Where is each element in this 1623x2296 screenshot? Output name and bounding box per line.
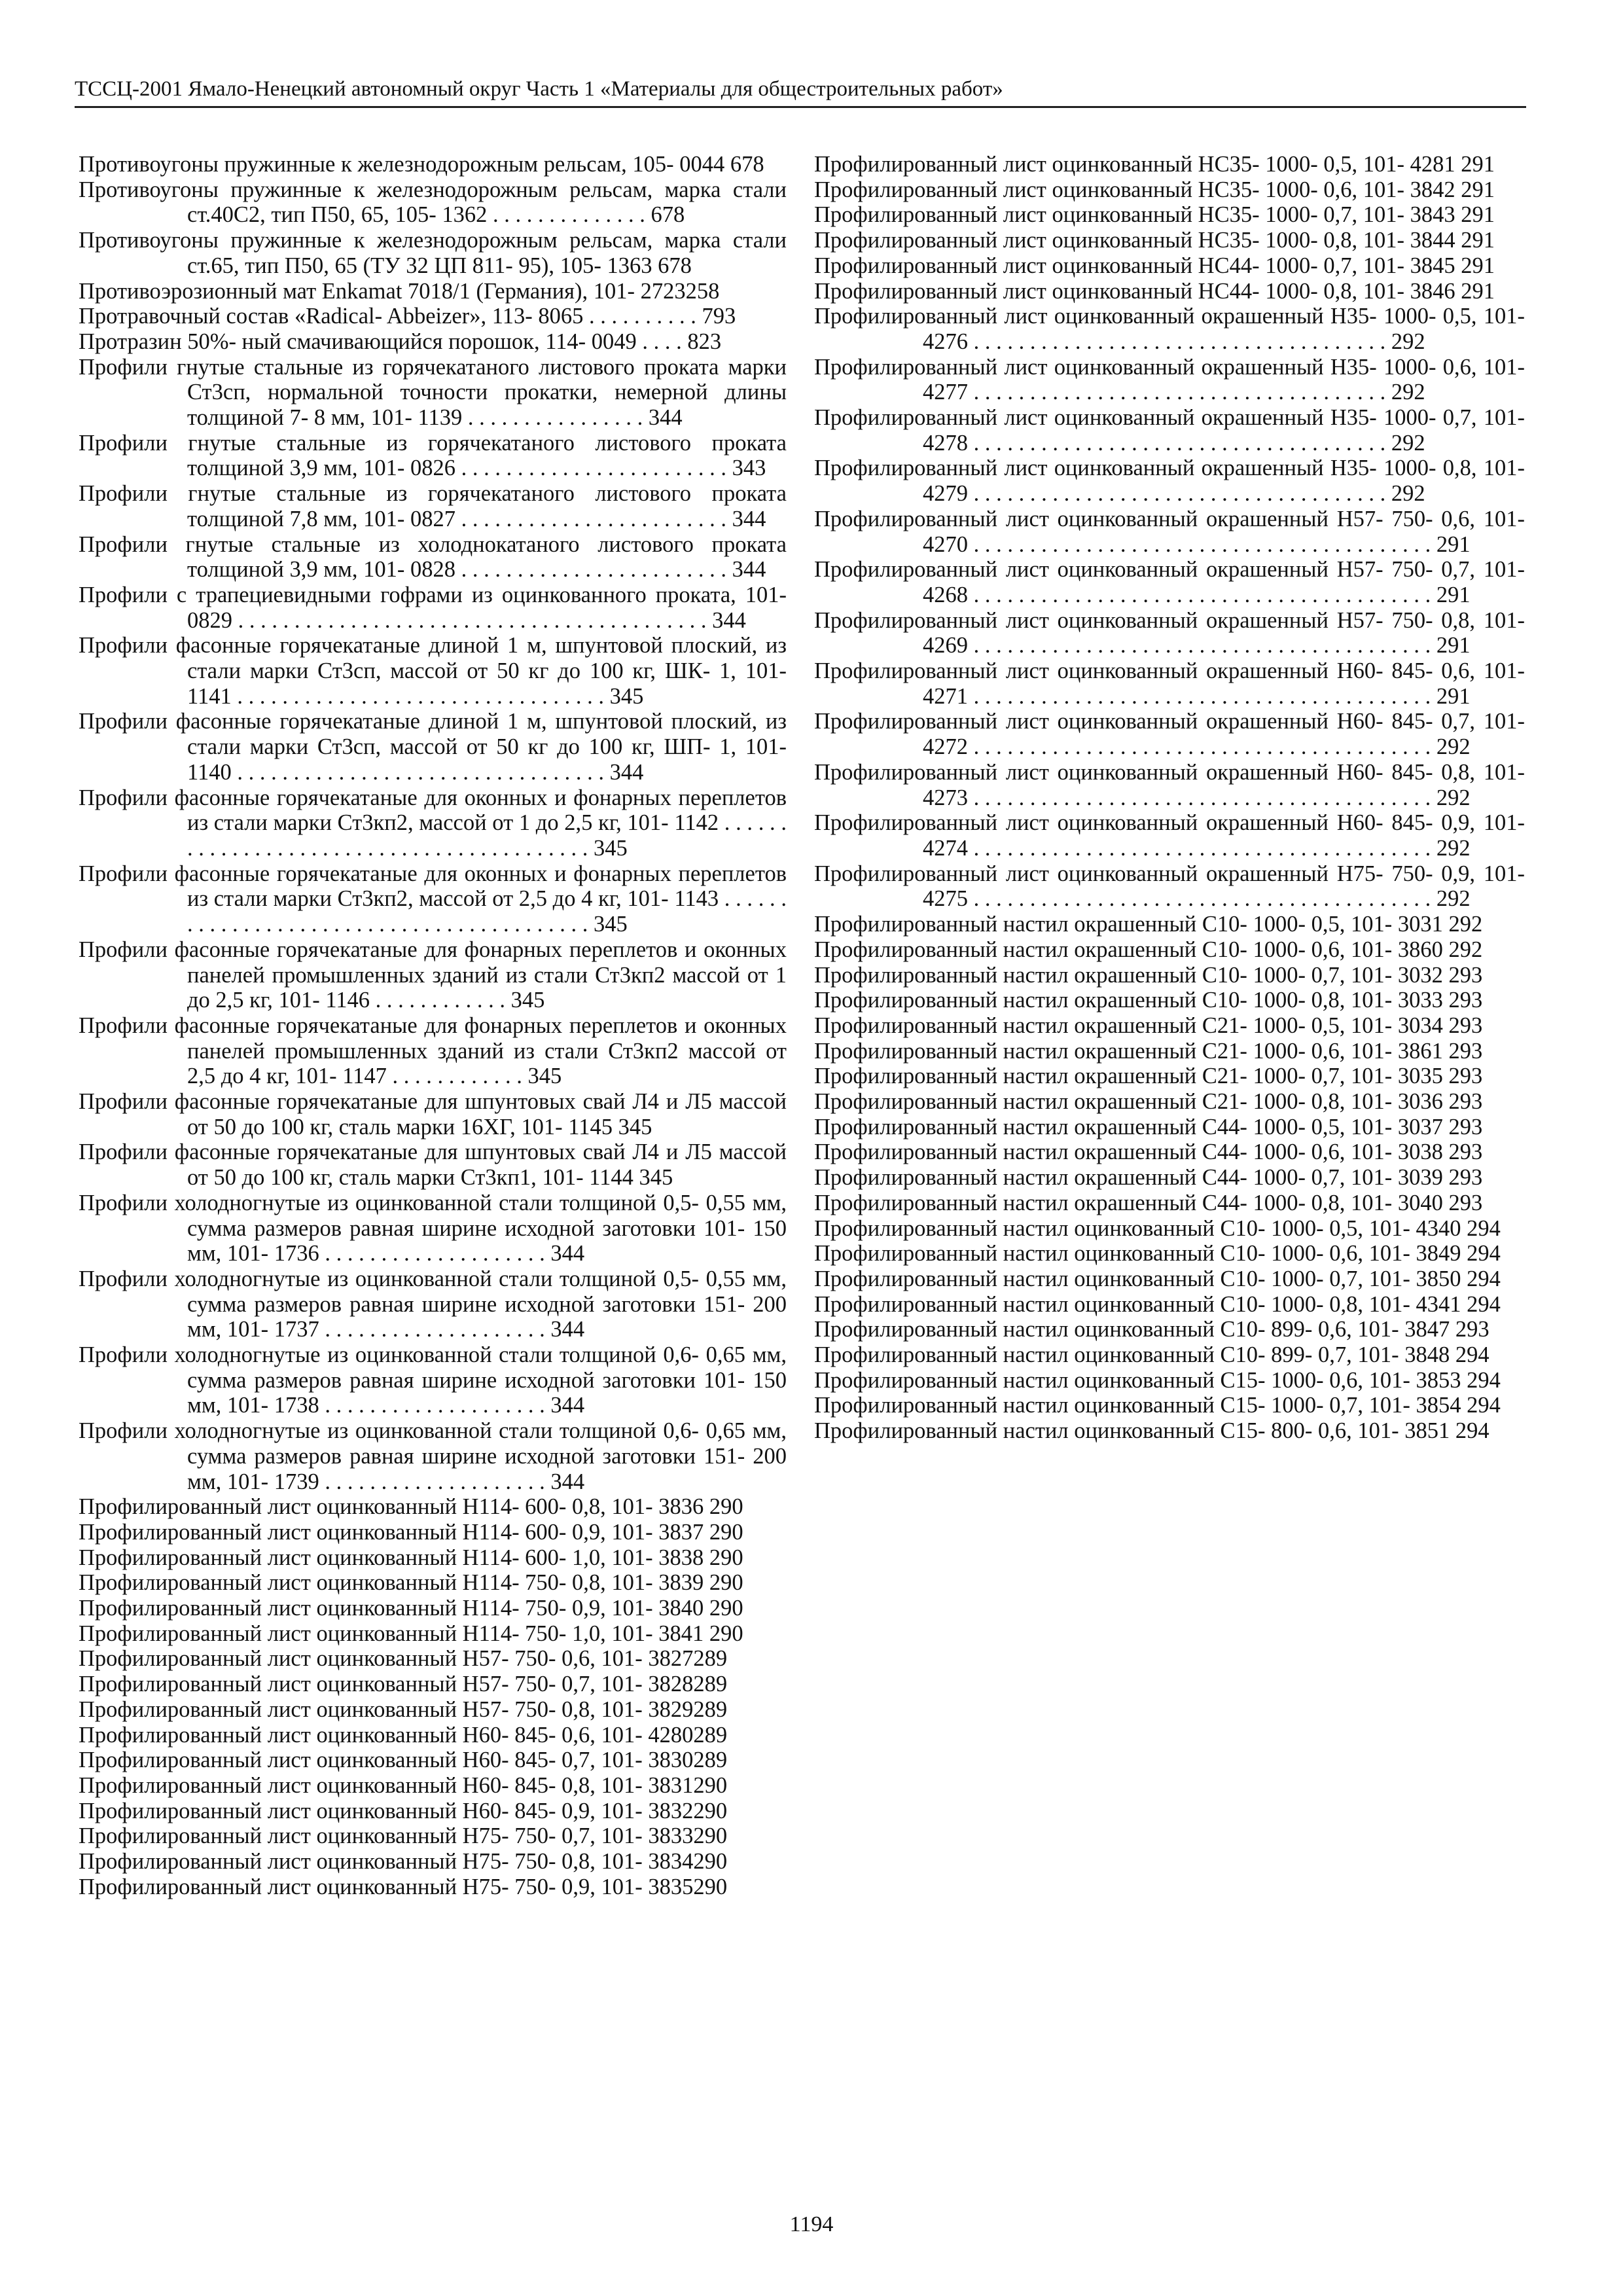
index-entry: Профили фасонные горячекатаные для оконных и фонарных переплетов из стали марки Ст3кп2, массой от 1 до 2,5 кг, 101- 1142 . . . . . . . . . . . . . . . . . . . . . . . . . . . . . . . . . . . . . . . . . . 345: [79, 785, 787, 861]
page-header: ТССЦ-2001 Ямало-Ненецкий автономный округ Часть 1 «Материалы для общестроительных работ»: [75, 75, 1526, 108]
index-entry: Профилированный лист оцинкованный Н57- 750- 0,7, 101- 3828289: [79, 1672, 728, 1697]
index-entry: Профилированный лист оцинкованный Н60- 845- 0,9, 101- 3832290: [79, 1798, 728, 1823]
index-entry: Профилированный лист оцинкованный окрашенный Н35- 1000- 0,5, 101- 4276 . . . . . . . . . . . . . . . . . . . . . . . . . . . . . . . . . . . . . 292: [814, 304, 1525, 354]
index-entry: Профилированный лист оцинкованный Н114- 750- 1,0, 101- 3841 290: [79, 1621, 743, 1646]
index-entry: Профили фасонные горячекатаные длиной 1 м, шпунтовой плоский, из стали марки Ст3сп, массой от 50 кг до 100 кг, ШП- 1, 101- 1140 . . . . . . . . . . . . . . . . . . . . . . . . . . . . . . . . . 344: [79, 709, 787, 785]
index-column-right: [814, 152, 1525, 1444]
index-column-left: [79, 152, 787, 1900]
index-entry: Профилированный лист оцинкованный Н114- 600- 1,0, 101- 3838 290: [79, 1545, 743, 1570]
index-entry: Профилированный настил окрашенный С44- 1000- 0,7, 101- 3039 293: [814, 1165, 1483, 1191]
index-entry: Профилированный лист оцинкованный окрашенный Н35- 1000- 0,7, 101- 4278 . . . . . . . . . . . . . . . . . . . . . . . . . . . . . . . . . . . . . 292: [814, 405, 1525, 456]
index-entry: Профилированный лист оцинкованный окрашенный Н57- 750- 0,6, 101- 4270 . . . . . . . . . . . . . . . . . . . . . . . . . . . . . . . . . . . . . . . . . 291: [814, 506, 1525, 557]
index-entry: Профилированный лист оцинкованный окрашенный Н60- 845- 0,8, 101- 4273 . . . . . . . . . . . . . . . . . . . . . . . . . . . . . . . . . . . . . . . . . 292: [814, 759, 1525, 810]
index-entry: Профили с трапециевидными гофрами из оцинкованного проката, 101- 0829 . . . . . . . . . . . . . . . . . . . . . . . . . . . . . . . . . . . . . . . . . . 344: [79, 582, 787, 633]
index-entry: Профилированный лист оцинкованный окрашенный Н60- 845- 0,6, 101- 4271 . . . . . . . . . . . . . . . . . . . . . . . . . . . . . . . . . . . . . . . . . 291: [814, 658, 1525, 709]
index-entry: Профилированный лист оцинкованный окрашенный Н60- 845- 0,9, 101- 4274 . . . . . . . . . . . . . . . . . . . . . . . . . . . . . . . . . . . . . . . . . 292: [814, 810, 1525, 861]
index-entry: Профили фасонные горячекатаные для фонарных переплетов и оконных панелей промышленных зданий из стали Ст3кп2 массой от 1 до 2,5 кг, 101- 1146 . . . . . . . . . . . . 345: [79, 937, 787, 1013]
index-entry: Профили гнутые стальные из горячекатаного листового проката толщиной 7,8 мм, 101- 0827 . . . . . . . . . . . . . . . . . . . . . . . . 344: [79, 481, 787, 531]
index-entry: Профилированный настил оцинкованный С10- 1000- 0,7, 101- 3850 294: [814, 1266, 1501, 1291]
index-entry: Профили фасонные горячекатаные для фонарных переплетов и оконных панелей промышленных зданий из стали Ст3кп2 массой от 2,5 до 4 кг, 101- 1147 . . . . . . . . . . . . 345: [79, 1013, 787, 1089]
index-entry: Профилированный настил окрашенный С21- 1000- 0,7, 101- 3035 293: [814, 1064, 1483, 1089]
index-entry: Профилированный настил оцинкованный С10- 899- 0,7, 101- 3848 294: [814, 1342, 1489, 1368]
index-entry: Профили холодногнутые из оцинкованной стали толщиной 0,6- 0,65 мм, сумма размеров равная ширине исходной заготовки 151- 200 мм, 101- 1739 . . . . . . . . . . . . . . . . . . . . 344: [79, 1418, 787, 1494]
index-entry: Профили фасонные горячекатаные для шпунтовых свай Л4 и Л5 массой от 50 до 100 кг, сталь марки 16ХГ, 101- 1145 345: [79, 1089, 787, 1139]
index-entry: Профилированный лист оцинкованный Н60- 845- 0,6, 101- 4280289: [79, 1722, 728, 1748]
index-entry: Противоэрозионный мат Enkamat 7018/1 (Германия), 101- 2723258: [79, 278, 720, 304]
index-entry: Профилированный настил оцинкованный С15- 1000- 0,7, 101- 3854 294: [814, 1393, 1501, 1418]
page-number: 1194: [789, 2212, 834, 2236]
index-entry: Профилированный лист оцинкованный НС35- 1000- 0,6, 101- 3842 291: [814, 177, 1495, 202]
index-entry: Профилированный лист оцинкованный НС44- 1000- 0,7, 101- 3845 291: [814, 253, 1495, 278]
index-entry: Профили гнутые стальные из горячекатаного листового проката толщиной 3,9 мм, 101- 0826 . . . . . . . . . . . . . . . . . . . . . . . . 343: [79, 430, 787, 481]
index-entry: Профилированный лист оцинкованный НС44- 1000- 0,8, 101- 3846 291: [814, 278, 1495, 304]
index-entry: Профилированный настил окрашенный С10- 1000- 0,8, 101- 3033 293: [814, 988, 1483, 1013]
index-entry: Профили фасонные горячекатаные для шпунтовых свай Л4 и Л5 массой от 50 до 100 кг, сталь марки Ст3кп1, 101- 1144 345: [79, 1139, 787, 1191]
index-entry: Профилированный настил окрашенный С44- 1000- 0,8, 101- 3040 293: [814, 1190, 1483, 1215]
index-entry: Профили гнутые стальные из холоднокатаного листового проката толщиной 3,9 мм, 101- 0828 . . . . . . . . . . . . . . . . . . . . . . . . 344: [79, 531, 787, 583]
index-entry: Профилированный лист оцинкованный НС35- 1000- 0,5, 101- 4281 291: [814, 152, 1495, 177]
index-entry: Профилированный лист оцинкованный Н57- 750- 0,6, 101- 3827289: [79, 1646, 728, 1672]
index-entry: Профилированный настил окрашенный С21- 1000- 0,5, 101- 3034 293: [814, 1013, 1483, 1038]
index-entry: Профилированный лист оцинкованный Н60- 845- 0,7, 101- 3830289: [79, 1748, 728, 1773]
index-entry: Профилированный настил оцинкованный С15- 800- 0,6, 101- 3851 294: [814, 1418, 1489, 1444]
index-entry: Профилированный настил окрашенный С21- 1000- 0,8, 101- 3036 293: [814, 1089, 1483, 1115]
index-entry: Профилированный лист оцинкованный Н75- 750- 0,7, 101- 3833290: [79, 1823, 728, 1849]
index-entry: Профилированный настил оцинкованный С10- 1000- 0,8, 101- 4341 294: [814, 1291, 1501, 1317]
index-entry: Противоугоны пружинные к железнодорожным рельсам, марка стали ст.40С2, тип П50, 65, 105- 1362 . . . . . . . . . . . . . . 678: [79, 177, 787, 228]
index-entry: Профилированный настил оцинкованный С10- 1000- 0,5, 101- 4340 294: [814, 1215, 1501, 1241]
index-entry: Профили холодногнутые из оцинкованной стали толщиной 0,5- 0,55 мм, сумма размеров равная ширине исходной заготовки 101- 150 мм, 101- 1736 . . . . . . . . . . . . . . . . . . . . 344: [79, 1190, 787, 1266]
index-entry: Профилированный настил оцинкованный С10- 899- 0,6, 101- 3847 293: [814, 1317, 1489, 1342]
index-entry: Профилированный лист оцинкованный Н114- 600- 0,8, 101- 3836 290: [79, 1494, 743, 1520]
index-entry: Профилированный лист оцинкованный окрашенный Н35- 1000- 0,6, 101- 4277 . . . . . . . . . . . . . . . . . . . . . . . . . . . . . . . . . . . . . 292: [814, 354, 1525, 405]
index-entry: Профилированный настил окрашенный С44- 1000- 0,5, 101- 3037 293: [814, 1114, 1483, 1139]
index-entry: Профилированный настил окрашенный С10- 1000- 0,6, 101- 3860 292: [814, 937, 1483, 962]
index-entry: Профилированный настил окрашенный С10- 1000- 0,7, 101- 3032 293: [814, 962, 1483, 988]
index-entry: Профилированный лист оцинкованный окрашенный Н60- 845- 0,7, 101- 4272 . . . . . . . . . . . . . . . . . . . . . . . . . . . . . . . . . . . . . . . . . 292: [814, 709, 1525, 760]
index-entry: Профили фасонные горячекатаные длиной 1 м, шпунтовой плоский, из стали марки Ст3сп, массой от 50 кг до 100 кг, ШК- 1, 101- 1141 . . . . . . . . . . . . . . . . . . . . . . . . . . . . . . . . . 345: [79, 633, 787, 709]
index-entry: Профилированный настил оцинкованный С10- 1000- 0,6, 101- 3849 294: [814, 1241, 1501, 1266]
index-entry: Профилированный лист оцинкованный НС35- 1000- 0,7, 101- 3843 291: [814, 202, 1495, 228]
index-entry: Профилированный настил окрашенный С44- 1000- 0,6, 101- 3038 293: [814, 1139, 1483, 1165]
index-entry: Профилированный лист оцинкованный Н114- 750- 0,8, 101- 3839 290: [79, 1570, 743, 1596]
index-entry: Профили фасонные горячекатаные для оконных и фонарных переплетов из стали марки Ст3кп2, массой от 2,5 до 4 кг, 101- 1143 . . . . . . . . . . . . . . . . . . . . . . . . . . . . . . . . . . . . . . . . . . 345: [79, 861, 787, 937]
index-entry: Профили холодногнутые из оцинкованной стали толщиной 0,6- 0,65 мм, сумма размеров равная ширине исходной заготовки 101- 150 мм, 101- 1738 . . . . . . . . . . . . . . . . . . . . 344: [79, 1342, 787, 1418]
index-entry: Профили холодногнутые из оцинкованной стали толщиной 0,5- 0,55 мм, сумма размеров равная ширине исходной заготовки 151- 200 мм, 101- 1737 . . . . . . . . . . . . . . . . . . . . 344: [79, 1266, 787, 1342]
index-entry: Профилированный лист оцинкованный Н75- 750- 0,9, 101- 3835290: [79, 1874, 728, 1899]
index-entry: Профили гнутые стальные из горячекатаного листового проката марки Ст3сп, нормальной точности прокатки, немерной длины толщиной 7- 8 мм, 101- 1139 . . . . . . . . . . . . . . . . 344: [79, 354, 787, 431]
index-entry: Противоугоны пружинные к железнодорожным рельсам, 105- 0044 678: [79, 152, 764, 177]
index-entry: Профилированный лист оцинкованный окрашенный Н57- 750- 0,8, 101- 4269 . . . . . . . . . . . . . . . . . . . . . . . . . . . . . . . . . . . . . . . . . 291: [814, 607, 1525, 658]
index-entry: Профилированный лист оцинкованный НС35- 1000- 0,8, 101- 3844 291: [814, 228, 1495, 253]
index-entry: Профилированный настил окрашенный С10- 1000- 0,5, 101- 3031 292: [814, 912, 1483, 937]
index-entry: Профилированный лист оцинкованный Н114- 600- 0,9, 101- 3837 290: [79, 1519, 743, 1545]
index-entry: Профилированный лист оцинкованный Н57- 750- 0,8, 101- 3829289: [79, 1696, 728, 1722]
index-entry: Протравочный состав «Radical- Abbeizer», 113- 8065 . . . . . . . . . . 793: [79, 304, 736, 329]
index-entry: Профилированный лист оцинкованный Н75- 750- 0,8, 101- 3834290: [79, 1849, 728, 1874]
index-entry: Противоугоны пружинные к железнодорожным рельсам, марка стали ст.65, тип П50, 65 (ТУ 32 ЦП 811- 95), 105- 1363 678: [79, 228, 787, 278]
index-entry: Профилированный лист оцинкованный Н60- 845- 0,8, 101- 3831290: [79, 1773, 728, 1798]
index-entry: Профилированный настил оцинкованный С15- 1000- 0,6, 101- 3853 294: [814, 1367, 1501, 1393]
index-entry: Профилированный лист оцинкованный Н114- 750- 0,9, 101- 3840 290: [79, 1596, 743, 1621]
index-entry: Профилированный лист оцинкованный окрашенный Н57- 750- 0,7, 101- 4268 . . . . . . . . . . . . . . . . . . . . . . . . . . . . . . . . . . . . . . . . . 291: [814, 557, 1525, 607]
index-entry: Протразин 50%- ный смачивающийся порошок, 114- 0049 . . . . 823: [79, 329, 722, 354]
index-entry: Профилированный лист оцинкованный окрашенный Н75- 750- 0,9, 101- 4275 . . . . . . . . . . . . . . . . . . . . . . . . . . . . . . . . . . . . . . . . . 292: [814, 861, 1525, 912]
index-entry: Профилированный настил окрашенный С21- 1000- 0,6, 101- 3861 293: [814, 1038, 1483, 1064]
index-entry: Профилированный лист оцинкованный окрашенный Н35- 1000- 0,8, 101- 4279 . . . . . . . . . . . . . . . . . . . . . . . . . . . . . . . . . . . . . 292: [814, 456, 1525, 507]
